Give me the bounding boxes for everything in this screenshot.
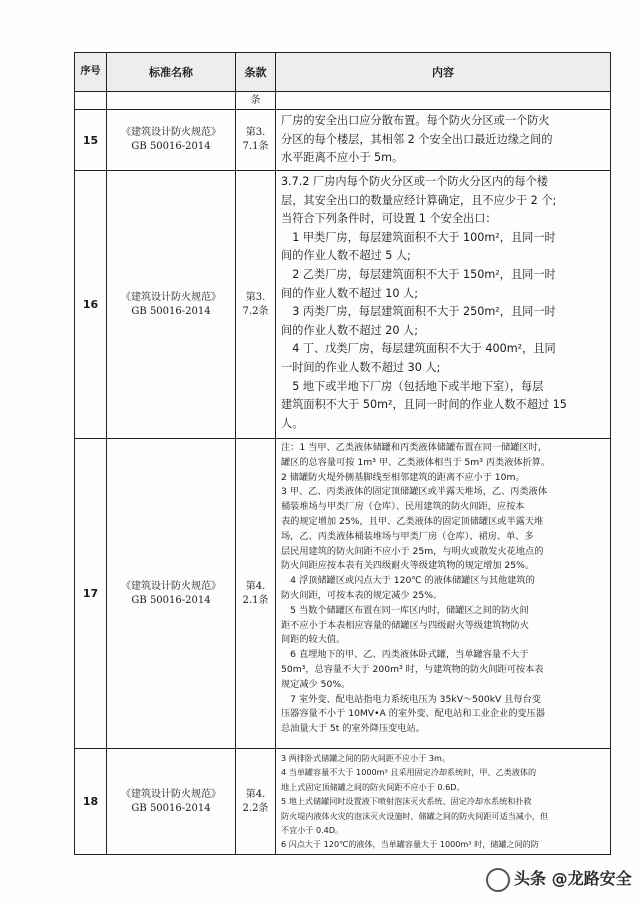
header-standard-name: 标准名称 [107,53,236,92]
standard-name-cell [107,171,236,439]
standard-name-cell [107,749,236,855]
clause-cell: 第3.7.1条 [236,110,276,171]
standard-code: GB 50016-2014 [131,305,211,317]
content-line: 注：1 当甲、乙类液体储罐和丙类液体储罐布置在同一储罐区时， [281,442,548,453]
content-line: 5 地上式储罐同时设置液下喷射泡沫灭火系统、固定冷却水系统和扑救 [281,796,532,807]
clause-cell: 第4.2.2条 [236,749,276,855]
content-line: 间的作业人数不超过 5 人; [281,249,411,263]
table-row-17 [75,439,611,749]
content-cell [276,171,611,439]
content-cell [276,110,611,171]
content-cell [276,749,611,855]
content-line: 防火间距，可按本表的规定减少 25%。 [281,589,443,601]
clause-fragment: 条 [236,92,276,110]
content-line: 6 直埋地下的甲、乙、丙类液体卧式罐，当单罐容量不大于 [281,649,529,661]
content-line: 防火间距应按本表有关四级耐火等级建筑物的规定增加 25%。 [281,560,535,572]
content-line: 总油量大于 5t 的室外降压变电站。 [281,723,425,735]
content-line: 层民用建筑的防火间距不应小于 25m，与明火或散发火花地点的 [281,545,544,557]
standard-title: 《建筑设计防火规范》 [121,788,221,800]
content-line: 1 甲类厂房，每层建筑面积不大于 100m²，且同一时 [281,230,556,244]
content-line: 罐区的总容量可按 1m³ 甲、乙类液体相当于 5m³ 丙类液体折算。 [281,456,551,468]
standard-code: GB 50016-2014 [131,141,211,152]
standard-title: 《建筑设计防火规范》 [121,580,221,592]
content-line: 规定减少 50%。 [281,678,351,690]
fire-code-table [74,52,611,855]
clause-cell: 第3.7.2条 [236,171,276,439]
content-line: 2 储罐防火堤外侧基脚线至相邻建筑的距离不应小于 10m。 [281,471,525,483]
content-line: 间的作业人数不超过 20 人; [281,323,418,337]
content-line: 间距的较大值。 [281,634,346,646]
row-number: 15 [75,110,107,171]
header-seq: 序号 [75,53,107,92]
standard-code: GB 50016-2014 [131,594,211,606]
content-line: 厂房的安全出口应分散布置。每个防火分区或一个防火 [281,114,550,127]
content-line: 压器容量不小于 10MV•A 的室外变、配电站和工业企业的变压器 [281,708,545,720]
clause-cell: 第4.2.1条 [236,439,276,749]
row-number: 17 [75,439,107,749]
content-line: 5 地下或半地下厂房（包括地下或半地下室），每层 [281,379,544,393]
content-line: 4 当单罐容量不大于 1000m³ 且采用固定冷却系统时，甲、乙类液体的 [281,767,537,778]
standard-name-cell [107,439,236,749]
content-line: 距不应小于本表相应容量的储罐区与四级耐火等级建筑物防火 [281,619,530,631]
content-line: 分区的每个楼层，其相邻 2 个安全出口最近边缘之间的 [281,132,553,146]
content-line: 3 甲、乙、丙类液体的固定顶储罐区或半露天堆场，乙、丙类液体 [281,486,548,498]
content-line: 3.7.2 厂房内每个防火分区或一个防火分区内的每个楼 [281,175,548,188]
content-line: 50m³，总容量不大于 200m³ 时，与建筑物的防火间距可按本表 [281,663,544,675]
content-line: 建筑面积不大于 50m²，且同一时间的作业人数不超过 15 [281,398,567,412]
content-line: 3 两排卧式储罐之间的防火间距不应小于 3m。 [281,753,451,763]
content-line: 一时间的作业人数不超过 30 人; [281,360,441,374]
standard-title: 《建筑设计防火规范》 [121,291,221,303]
content-line: 7 室外变、配电站指电力系统电压为 35kV～500kV 且每台变 [281,693,541,705]
content-line: 2 乙类厂房，每层建筑面积不大于 150m²，且同一时 [281,267,556,281]
content-line: 桶装堆场与甲类厂房（仓库）、民用建筑的防火间距，应按本 [281,501,525,513]
content-line: 地上式固定顶储罐之间的防火间距不应小于 0.6D。 [281,781,465,792]
content-line: 3 丙类厂房，每层建筑面积不大于 250m²，且同一时 [281,305,556,319]
standard-code: GB 50016-2014 [131,802,211,814]
content-line: 不宜小于 0.4D。 [281,825,344,836]
content-line: 水平距离不应小于 5m。 [281,151,404,165]
content-line: 4 丁、戊类厂房，每层建筑面积不大于 400m²，且同 [281,342,556,356]
table-row-continuation [75,92,611,110]
header-clause: 条款 [236,53,276,92]
content-line: 场，乙、丙类液体桶装堆场与甲类厂房（仓库）、裙房、单、多 [281,530,534,542]
logo-icon [486,868,510,892]
watermark [486,866,632,892]
row-number: 18 [75,749,107,855]
content-line: 6 闪点大于 120℃的液体，当单罐容量大于 1000m³ 时，储罐之间的防 [281,839,539,850]
standard-name-cell [107,110,236,171]
content-line: 人。 [281,416,304,430]
content-line: 4 浮顶储罐区或闪点大于 120℃ 的液体储罐区与其他建筑的 [281,575,535,587]
content-line: 防火堤内液体火灾的泡沫灭火设施时，储罐之间的防火间距可适当减小，但 [281,810,549,821]
standard-title: 《建筑设计防火规范》 [121,127,221,138]
table-row-16 [75,171,611,439]
content-line: 间的作业人数不超过 10 人; [281,286,418,300]
table-row-18 [75,749,611,855]
row-number: 16 [75,171,107,439]
table-header-row [75,53,611,92]
content-line: 5 当数个储罐区布置在同一库区内时，储罐区之间的防火间 [281,604,529,616]
content-cell [276,439,611,749]
content-line: 层，其安全出口的数量应经计算确定，且不应少于 2 个; [281,193,557,207]
header-content: 内容 [276,53,611,92]
table-row-15 [75,110,611,171]
content-line: 当符合下列条件时，可设置 1 个安全出口： [281,212,497,226]
content-line: 表的规定增加 25%，且甲、乙类液体的固定顶储罐区或半露天堆 [281,515,544,527]
watermark-text: 头条 @龙路安全 [514,869,632,888]
